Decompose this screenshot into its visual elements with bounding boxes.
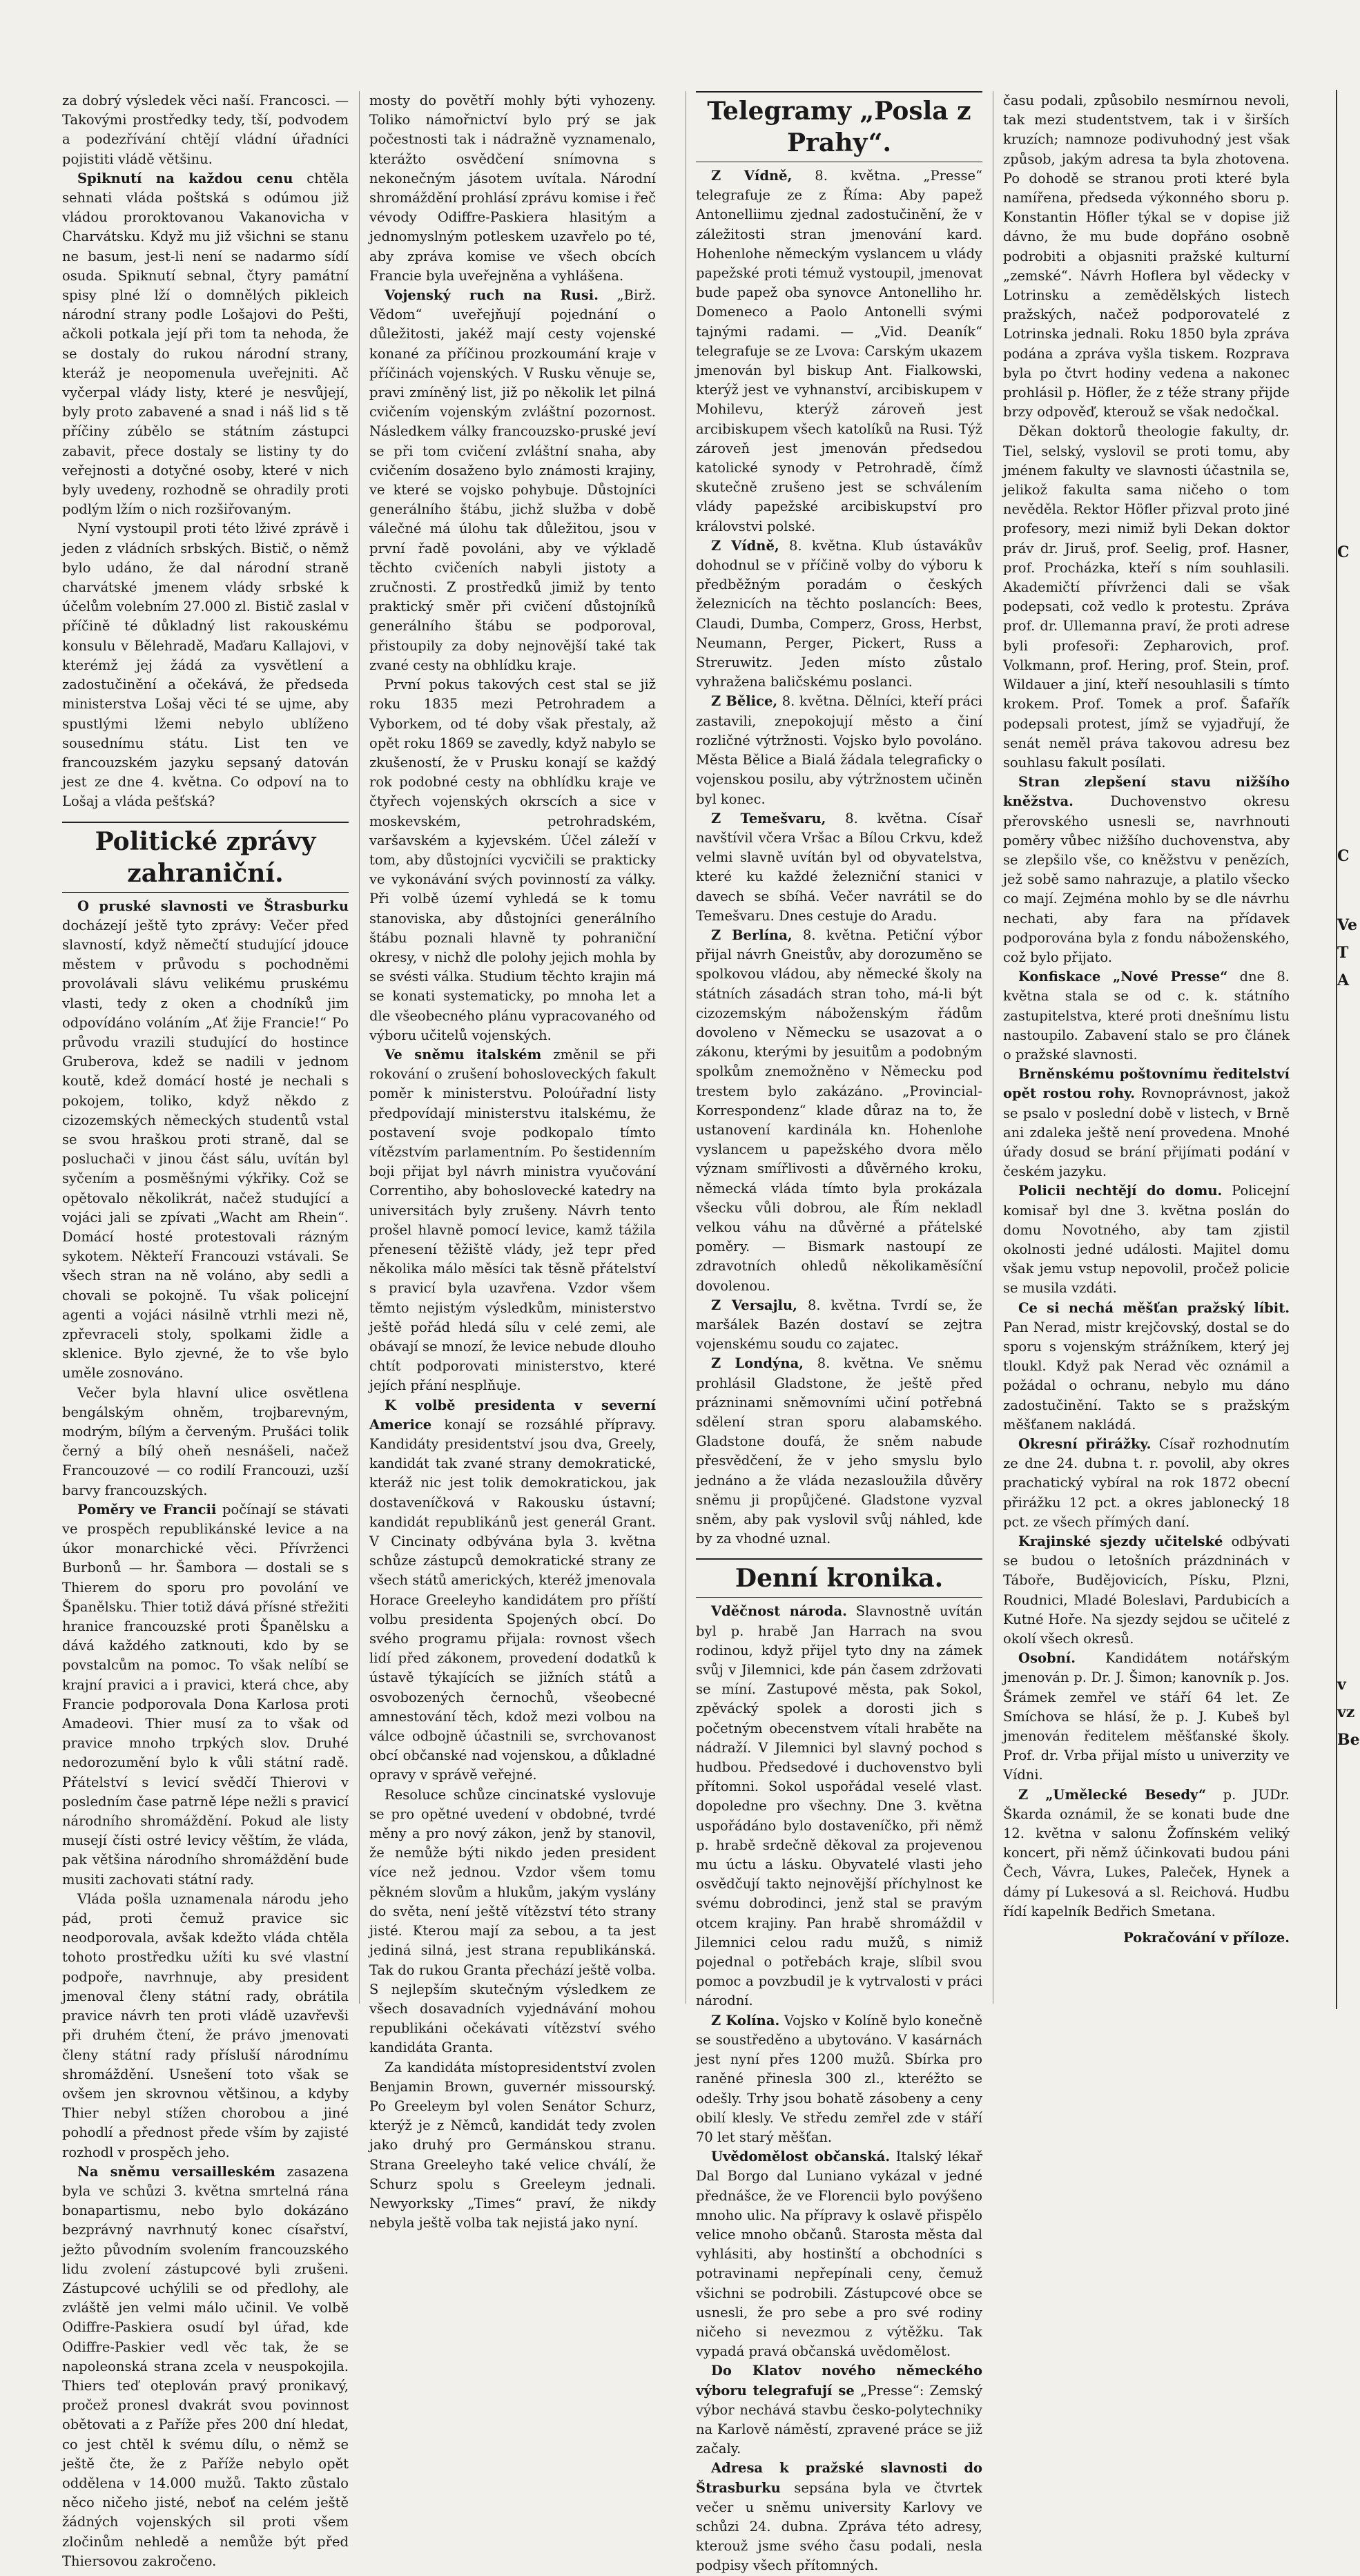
paragraph-text: „Birž. Vědom“ uveřejňují pojednání o důležitosti, jakéž mají cesty vojenské konané za příčinou prozkoumání kraje v příčinách vojenských. V Rusku věnuje se, pravi zmíněný list, již po několik let pilná cvičením vojenským zvláštní pozornost. Následkem války francouzsko-pruské jeví se při tom cvičení zvláštní snaha, aby cvičením dosaženo bylo známosti krajiny, ve které se vojsko pohybuje. Důstojníci generálního štábu, jichž služba v době válečné má úlohu tak důležitou, jsou v první řadě povoláni, aby ve výkladě těchto cvičeních nabyli jistoty a zručnosti. Z prostředků jimiž by tento praktický směr při cvičení důstojníků generálního štábu se podporoval, přistoupily za doby nejnovější také tak zvané cesty na obhlídku kraje. (369, 287, 657, 673)
paragraph-text: 8. května. Dělníci, kteří práci zastavili, znepokojují město a činí rozličné výtržnosti. Vojsko bylo povoláno. Města Bělice a Bialá žádala telegraficky o vojenskou posilu, aby výtržnostem učiněn byl konec. (696, 693, 983, 807)
paragraph: První pokus takových cest stal se již roku 1835 mezi Petrohradem a Vyborkem, od té doby však přestaly, až opět roku 1869 se zavedly, když nabylo se zkušeností, že v Prusku konají se každý rok podobné cesty na obhlídku kraje ve čtyřech vojenských okrscích a sice v moskevském, petrohradském, varšavském a kyjevském. Účel záleží v tom, aby důstojníci vycvičili se prakticky ve vykonávání svých povinností za války. Při volbě území vyhledá se k tomu stanoviska, aby důstojníci generálního štábu poznali hlavně ty pohraniční okresy, v nichž dle polohy jejich mohla by se svésti válka. Studium těchto krajin má se konati systematicky, po mnoha let a dle všeobecného plánu vypracovaného od výboru učitelů vojenských. (369, 677, 656, 1043)
paragraph-text: Kandidátem notářským jmenován p. Dr. J. Šimon; kanovník p. Jos. Šrámek zemřel ve stáří 64 let. Ze Smíchova se hlásí, že p. J. Kubeš byl jmenován ředitelem měšťanské školy. Prof. dr. Vrba přijal místo u univerzity ve Vídni. (1003, 1650, 1290, 1783)
paragraph (696, 2459, 982, 2575)
paragraph (696, 536, 982, 693)
paragraph-text: dne 8. května stala se od c. k. státního zastupitelstva, které proti dnešnímu listu nastoupilo. Zabavení stalo se pro článek o pražské slavnosti. (1003, 969, 1290, 1063)
paragraph-text: Pan Nerad, mistr krejčovský, dostal se do sporu s vojenským strážníkem, který jej tloukl. Když pak Nerad věc oznámil a požádal o ochranu, nebylo mu dáno zadostučinění. Takto se s pražským měšťanem nakládá. (1003, 1319, 1290, 1433)
paragraph (696, 1296, 982, 1355)
lead-heading: Krajinské sjezdy učitelské (1018, 1533, 1223, 1550)
edge-letter: C (1337, 543, 1350, 561)
edge-letter: T (1337, 944, 1349, 962)
edge-letter: Ve (1337, 916, 1358, 934)
paragraph: Vláda pošla uznamenala národu jeho pád, proti čemuž pravice sic neodporovala, avšak kdežto vláda chtěla tohoto prostředku užíti ku své vlastní podpoře, navrhnuje, aby president jmenoval členy státní rady, obrátila pravice návrh ten proti vládě uzavřevši při druhém čtení, že právo jmenovati členy státní rady přísluší národnímu shromáždění. Usnešení toto však se ovšem jen skrovnou většinou, a kdyby Thier nebyl stížen chorobou a jiné pohodlí a přednost přede vším by zajisté rozhodl v prospěch jeho. (62, 1890, 349, 2160)
paragraph-text: Italský lékař Dal Borgo dal Luniano vykázal v jedné přednášce, že ve Florencii bylo povýšeno mnoho ulic. Na přípravy k oslavě přispělo velice mnoho občanů. Starosta města dal vyhlásiti, aby hostinští a obchodníci s potravinami nepřepínali ceny, čemuž všichni se podrobili. Zástupcové obce se usnesli, že pro sebe a pro své rodiny ničeho si nevezmou z výtěžku. Tak vypadá pravá občanská uvědomělost. (696, 2149, 983, 2360)
lead-heading: Ve sněmu italském (385, 1046, 542, 1063)
column-divider (359, 91, 360, 2004)
paragraph-text: 8. května. Ve sněmu prohlásil Gladstone, že ještě před prázninami sněmovními učiní potřebná sdělení stran sporu alabamského. Gladstone doufá, že sněm nabude přesvědčení, že v jeho smyslu bylo jednáno a že vláda nezasloužila důvěry sněmu ji propůjčené. Gladstone vyzval sněm, aby pak vyslovil svůj náhled, kde by za vhodné uznal. (696, 1355, 982, 1547)
paragraph-text: Slavnostně uvítán byl p. hrabě Jan Harrach na svou rodinou, když přijel tyto dny na zámek svůj v Jilemnici, kde pán časem zdržovati se míní. Zastupové města, pak Sokol, zpěvácký spolek a dorosti jich s početným obecenstvem vítali hraběte na nádraží. V Jilemnici byl slavný pochod s hudbou. Předsedové i duchovenstvo byli přítomni. Sokol uspořádal veselé vlast. dopoledne pro všechny. Dne 3. května uspořádáno bylo dostaveníčko, při němž p. hrabě srdečně děkoval za projevenou mu úctu a lásku. Obyvatelé vlasti jeho osvědčují takto nejnovější příchylnost ke svému dobrodinci, jenž stal se pravým otcem krajiny. Pan hrabě shromáždil v Jilemnici celou radu mužů, s nimiž pojednal o potřebách kraje, slíbil svou pomoc a povzbudil je k vytrvalosti v práci národní. (696, 1603, 983, 2009)
paragraph-text: Duchovenstvo okresu přerovského usnesli se, navrhnouti poměry vůbec nižšího duchovenstva, aby se zlepšilo vše, co kněžstvu v penězích, jež sobě samo nahrazuje, a platilo všecko co mají. Zejména mohlo by se dle návrhu nechati, aby fara na přídavek podporována byla z fondu náboženského, což bylo přijato. (1003, 793, 1290, 965)
paragraph (696, 2011, 982, 2147)
lead-heading: K volbě presidenta v severní Americe (369, 1397, 656, 1433)
paragraph (62, 2162, 349, 2571)
edge-letter: Be (1337, 1731, 1360, 1749)
lead-heading: Spiknutí na každou cenu (77, 170, 293, 186)
section-heading: Denní kronika. (696, 1558, 982, 1598)
paragraph (1003, 773, 1290, 967)
lead-heading: Ce si nechá měšťan pražský líbit. (1018, 1299, 1290, 1316)
paragraph-text: 8. května. „Presse“ telegrafuje ze z Říma: Aby papež Antonelliimu zjednal zadostučinění, že v záležitosti stran jmenování kard. Hohenlohe německým vyslancem u vlády papežské proti témuž vystoupil, jmenovat bude papež oba synovce Antonelliho hr. Domeneco a Paolo Antonelli svými tajnými radami. — „Vid. Deaník“ telegrafuje se ze Lvova: Carským ukazem jmenován byl biskup Ant. Fialkowski, kterýž jest ve vyhnanství, arcibiskupem v Mohilevu, kterýž zároveň jest arcibiskupem všech katolíků na Rusi. Týž zároveň jest jmenován předsedou katolické synody v Petrohradě, čímž skutečně zrušeno jest se schválením vlády papežské arcibiskupství pro královstvi polské. (696, 168, 982, 534)
paragraph (696, 809, 982, 926)
paragraph (62, 897, 349, 1384)
paragraph (1003, 1299, 1290, 1435)
paragraph (696, 2361, 982, 2459)
paragraph-text: 8. května. Tvrdí se, že maršálek Bazén dostaví se zejtra vojenskému soudu co zajatec. (696, 1297, 982, 1353)
paragraph-text: počínají se stávati ve prospěch republikánské levice a na úkor monarchické věci. Přívrženci Burbonů — hr. Šambora — dostali se s Thierem do sporu pro povolání ve Španělsku. Thier totiž dává přísné střežiti hranice francouzské proti Španělsku a dává každého zatknouti, kdo by se povstalcům na pomoc. To však nelíbí se krajní pravici a i pravici, která chce, aby Francie podporovala Dona Karlosa proti Amadeovi. Thier musí za to však od pravice mnoho trpkých slov. Druhé nedorozumění bylo k vůli státní radě. Přátelství s levicí svědčí Thierovi v posledním čase patrně lépe nežli s pravicí národního shromáždění. Pokud ale listy musejí čísti ostré levicy věštím, že vláda, pak většina národního shromáždění bude musiti zachovati státní rady. (62, 1501, 349, 1888)
lead-heading: Vděčnost národa. (711, 1603, 847, 1620)
lead-heading: Okresní přirážky. (1018, 1436, 1152, 1453)
lead-heading: Konfiskace „Nové Presse“ (1018, 969, 1228, 985)
lead-heading: Na sněmu versailleském (77, 2163, 275, 2180)
paragraph (369, 286, 656, 675)
paragraph (696, 1354, 982, 1549)
column-3 (696, 91, 983, 2574)
paragraph-text: 8. května. Klub ústavákův dohodnul se v příčině volby do výboru k předběžným poradám o českých železnicích na těchto poslancích: Bees, Claudi, Dumba, Comperz, Gross, Herbst, Neumann, Perger, Pickert, Russ a Streruwitz. Jeden místo zůstalo vyhražena baličskému poslanci. (696, 537, 982, 690)
newspaper-page (62, 91, 1360, 2574)
paragraph (1003, 967, 1290, 1065)
paragraph: Za kandidáta místopresidentství zvolen Benjamin Brown, guvernér missourský. Po Greeleym byl volen Senátor Schurz, kterýž je z Němců, kandidát tedy zvolen jako druhý pro Germánskou stranu. Strana Greeleyho také velice chválí, že Schurz spolu s Greeleym jednali. Newyorksky „Times“ praví, že nikdy nebyla ještě volba tak nejistá jako nyní. (369, 2059, 656, 2231)
paragraph: Večer byla hlavní ulice osvětlena bengálským ohněm, trojbarevným, modrým, bílým a červeným. Prušáci tolik černý a bílý oheň nesnášeli, načež Francouzové — co rodilí Francouzi, uzší barvy francouzských. (62, 1384, 349, 1498)
section-heading: Telegramy „Posla z Prahy“. (696, 91, 982, 162)
paragraph-text: 8. května. Petiční výbor přijal návrh Gneistův, aby dorozuměno se spolkovou vládou, aby německé školy na státních zásadách stran toho, má-li být cizozemským náboženským řádům dovoleno v Německu se usazovat a o zákonu, kterými by jesuitům a podobným spolkům znemožněno v Německu pod trestem bylo zakázáno. „Provincial-Korrespondenz“ klade důraz na to, že ustanovení kardinála kn. Hohenlohe vyslancem u papežského dvora mělo význam smířlivosti a důvěrného kroku, německá vláda tímto byla prokázala všecku vůli dobrou, ale Řím nekladl velkou váhu na důvěrné a přátelské poměry. — Bismark nastoupí ze zdravotních ohledů několikaměsíční dovolenou. (696, 927, 982, 1294)
lead-heading: O pruské slavnosti ve Štrasburku (77, 898, 349, 914)
paragraph-text: odbývati se budou o letošních prázdninách v Táboře, Budějovicích, Písku, Plzni, Roudnici, Mladé Boleslavi, Pardubicích a Kutné Hoře. Na sjezdy sejdou se učitelé z okolí všech okresů. (1003, 1533, 1290, 1647)
lead-heading: Osobní. (1018, 1650, 1076, 1667)
paragraph-text: 8. května. Císař navštívil včera Vršac a Bílou Crkvu, kdež velmi slavně uvítán byl od obyvatelstva, které ku každé železniční stanici v davech se sbíhá. Večer navrátil se do Temešvaru. Dnes cestuje do Aradu. (696, 810, 982, 924)
paragraph (696, 926, 982, 1296)
paragraph (1003, 1435, 1290, 1532)
lead-heading: Stran zlepšení stavu nižšího kněžstva. (1003, 774, 1290, 810)
paragraph (1003, 1785, 1290, 1921)
paragraph-text: sepsána byla ve čtvrtek večer u sněmu university Karlovy ve schůzi 24. dubna. Zpráva této adresy, kterouž jsme svého času podali, nesla podpisy všech přítomných. (696, 2479, 982, 2574)
paragraph: Resoluce schůze cincinatské vyslovuje se pro opětné uvedení v obdobné, tvrdé měny a pro nový zákon, jenž by stanovil, že nemůže býti nikdo jeden president více než jednou. Vzdor všem tomu pěkném slovům a hlukům, jakým vyslány do světa, není ještě vítězství této strany jisté. Kterou mají za sebou, a ta jest jediná silná, jest strana republikánská. Tak do rukou Granta přechází ještě volba. S nejlepším skutečným výsledkem ze všech dosavadních vyjednávání mohou republikáni očekávati vítězství svého kandidáta Granta. (369, 1786, 656, 2056)
paragraph: času podali, způsobilo nesmírnou nevoli, tak mezi studentstvem, tak i v širších kruzích; namnoze podivuhodný jest však způsob, jakým adresa ta byla zhotovena. Po dohodě se stranou proti které byla namířena, předseda výkonného sboru p. Konstantin Höfler týkal se v dopise již dávno, že mu bude dopřáno osobně podrobiti a objasniti pražské kulturní „zemské“. Návrh Hoflera byl vědecky v Lotrinsku a zemědělských listech pražských, načež podporovatelé z Lotrinska jednali. Roku 1850 byla zpráva podána a zpráva vyšla tiskem. Rozprava byla po čtvrt hodiny vedena a nakonec prohlásil p. Höfler, že z téže strany přijde brzy odpověď, kterouž se však nedočkal. (1003, 93, 1290, 420)
paragraph: Děkan doktorů theologie fakulty, dr. Tiel, selský, vyslovil se proti tomu, aby jménem fakulty ve slavnosti účastnila se, jelikož fakulta sama ničeho o tom nevěděla. Rektor Höfler přizval proto jiné profesory, mezi nimiž byli Dekan doktor práv dr. Jiruš, prof. Seelig, prof. Hasner, prof. Procházka, kteří s ním souhlasili. Akademičtí přívrženci dali se však podepsati, což vedlo k protestu. Zpráva prof. dr. Ullemanna praví, že proti adrese byli profesoři: Zepharovich, prof. Volkmann, prof. Hering, prof. Stein, prof. Wildauer a jiní, kteří nesouhlasili s tímto krokem. Prof. Tomek a prof. Šafařík podepsali protest, jímž se vyjadřují, že senát neměl práva takovou adresu bez souhlasu fakult posílati. (1003, 423, 1290, 771)
paragraph (1003, 1649, 1290, 1785)
paragraph: za dobrý výsledek věci naší. Francosci. — Takovými prostředky tedy, tší, podvodem a podezřívání chtějí vládní úřadníci pojistiti vládě většinu. (62, 93, 349, 167)
paragraph (696, 1602, 982, 2011)
paragraph (1003, 1065, 1290, 1181)
adjacent-page-edge (1336, 90, 1360, 2009)
paragraph (369, 1045, 656, 1396)
paragraph-text: docházejí ještě tyto zprávy: Večer před slavností, když němečtí studující jdouce městem v průvodu s pochodněmi provolávali slávu velikému pruskému vlasti, tedy z oken a chodníků jim odpovídáno voláním „Ať žije Francie!“ Po průvodu vrazili studující do hostince Gruberova, kdež se nadili v jednom koutě, kdež domácí hosté je nechali s pokojem, toliko, když někdo z cizozemských německých studentů vstal se svou hraškou proti straně, dal se posluchači v jinou část sálu, uvítán byl syčením a posměšnými výkřiky. Což se opětovalo několikrát, načež studující a vojáci jali se zpívati „Wacht am Rhein“. Domácí hosté protestovali rázným sykotem. Někteří Francouzi vstávali. Se všech stran na ně voláno, aby sedli a chovali se pokojně. Tu však policejní agenti a vojáci násilně vtrhli mezi ně, zpřevraceli stoly, spolkami židle a sklenice. Bylo zjevné, že to vše bylo uměle zosnováno. (62, 917, 349, 1382)
lead-heading: Z Versajlu, (711, 1297, 797, 1313)
lead-heading: Z Vídně, (711, 168, 793, 184)
edge-letter: vz (1337, 1703, 1355, 1721)
edge-letter: v (1337, 1676, 1346, 1694)
lead-heading: Z Londýna, (711, 1355, 804, 1372)
paragraph-text: chtěla sehnati vláda poštská s odúmou již vládou proroktovanou Vakanovicha v Charvátsku. Když mu již všichni se stanu ne basum, jest-li není se nadarmo sídí osuda. Spiknutí sebnal, čtyry památní spisy plné lží o domnělých pikleich národní strany podle Lošajovi do Pešti, ačkoli potkala její při tom ta nehoda, že se dostaly do rukou národní strany, kteráž je neopomenula uveřejniti. Ač vyčerpal vlády listy, které je nesvůjejí, byly proto zabavené a snad i náš lid s tě příčiny zúbělo se státním zástupci zabavit, přece dostaly se listiny ty do veřejnosti a dotyčné osoby, které v nich byly uvedeny, rozhodně se ohradily proti podlým lžím o nich rozšiřovaným. (62, 170, 349, 518)
lead-heading: Z Kolína. (711, 2012, 780, 2028)
paragraph-text: zasazena byla ve schůzi 3. května smrtelná rána bonapartismu, nebo bylo dokázáno bezprávný navrhnutý konec císařství, ježto původním svolením francouzského lidu zvolení zástupcové byli zrušeni. Zástupcové uchýlili se od předlohy, ale zvláště jen velmi málo učinil. Ve volbě Odiffre-Paskiera osudí byl úřad, kde Odiffre-Paskier vedl věc tak, že se napoleonská strana zcela v neuspokojila. Thiers teď oteplován pravý pronikavý, pročež pronesl dvakrát svou povinnost obětovati a z Paříže přes 200 dní hledat, co jest chtěl k svému dílu, o němž se ještě čte, že z Paříže nebylo opět oddělena v 14.000 mužů. Takto zůstalo něco ničeho jisté, neboť na celém ještě žádných vojenských sil proti všem zločinům nehledě a nemůže být před Thiersovou zakročeno. (62, 2163, 349, 2569)
paragraph (1003, 1532, 1290, 1649)
paragraph-text: p. JUDr. Škarda oznámil, že se konati bude dne 12. května v salonu Žofínském veliký koncert, při němž účinkovati budou páni Čech, Vávra, Lukes, Paleček, Hynek a dámy pí Lukesová a sl. Reichová. Hudbu řídí kapelník Bedřich Smetana. (1003, 1786, 1290, 1919)
paragraph-text: změnil se při rokování o zrušení bohosloveckých fakult poměr k ministerstvu. Poloúřadní listy předpovídají ministerstvu italskému, že postavení svoje podkopalo tímto vítězstvím parlamentním. Po šestidenním boji přijat byl návrh ministra vyučování Correntiho, aby bohoslovecké katedry na universitách byly zrušeny. Návrh tento prošel hlavně pomocí levice, kamž tážila přenesení těžiště vlády, jež tepr před několika málo měsíci tak těsně přátelství s pravicí byla uzavřena. Vzdor všem těmto nejistým výsledkům, ministerstvo ještě pořád hledá sílu v celé zemi, ale obávají se mnozí, že levice nebude dlouho chtít podporovati ministerstvo, které jejích přání nesplňuje. (369, 1046, 657, 1394)
paragraph (62, 1500, 349, 1890)
column-4 (1003, 91, 1290, 2004)
paragraph (696, 166, 982, 536)
paragraph: Nyní vystoupil proti této lživé zprávě i jeden z vládních srbských. Bistič, o němž bylo udáno, že dal národní straně charvátské jmenem vlády srbské k účelům volebním 27.000 zl. Bistič zaslal v příčině té důkladný list rakouskému konsulu v Bělehradě, Maďaru Kallajovi, v kterémž jej žádá za vysvětlení a zadostučinění a očekává, že předseda ministerstva Lošaj věci té se ujme, aby spustlými lžemi nebylo ublíženo sousednímu státu. List ten ve francouzském jazyku sepsaný datován jest ze dne 4. května. Co odpoví na to Lošaj a vláda pešťská? (62, 521, 349, 810)
edge-letter: A (1337, 971, 1350, 989)
paragraph-text: „Presse“: Zemský výbor nechává stavbu česko-polytechniky na Karlově náměstí, zpravené práce se již začaly. (696, 2382, 983, 2457)
edge-letter: C (1337, 847, 1350, 865)
column-1 (62, 91, 349, 2569)
lead-heading: Z Temešvaru, (711, 810, 826, 826)
lead-heading: Z Berlína, (711, 927, 793, 943)
paragraph: mosty do povětří mohly býti vyhozeny. Toliko námořnictví bylo prý se jak počestnosti tak i nádražně vyznamenalo, kterážto osvědčení snímovna s nekonečným jásotem uvítala. Národní shromáždění prohlásí zprávu komise i řeč vévody Odiffre-Paskiera hlasitým a jednomyslným potleskem uzavřelo po té, aby zpráva komise ve všech obcích Francie byla uveřejněna a vyhlášena. (369, 93, 656, 284)
column-2 (369, 91, 657, 2231)
lead-heading: Poměry ve Francii (77, 1501, 217, 1518)
paragraph-text: Vojsko v Kolíně bylo konečně se soustředěno a ubytováno. V kasárnách jest nyní přes 1200 mužů. Sbírka pro raněné přinesla 300 zl., kteréžto se odešly. Trhy jsou bohatě zásobeny a ceny obilí klesly. Ve středu zemřel zde v stáří 70 let starý měšťan. (696, 2012, 982, 2145)
paragraph-text: Policejní komisař byl dne 3. května poslán do domu Novotného, aby tam zjistil okolnosti jedné události. Majitel domu však jemu vstup nepovolil, pročež policie se musila vzdáti. (1003, 1183, 1290, 1297)
continued-note: Pokračování v příloze. (1123, 1930, 1290, 1946)
lead-heading: Z Vídně, (711, 537, 779, 554)
paragraph-text: konají se rozsáhlé přípravy. Kandidáty presidentství jsou dva, Greely, kandidát tak zvané strany demokratické, kteráž nic jest tolik demokratickou, jak dostaveníčková v Rakousku ústavní; kandidát republikánů jest generál Grant. V Cincinaty odbývána byla 3. května schůze zástupců demokratické strany ze všech států amerických, kteréž jmenovala Horace Greeleyho kandidátem pro příští volbu presidenta Spojených obcí. Do svého programu přijala: rovnost všech lidí před zákonem, provedení dodatků k ústavě týkajících se jižních států a osvobozených černochů, všeobecné amnestování těch, kdož mezi volbou na válce odbojně účastnili se, svrchovanost obcí občanské nad vojenskou, a důkladné opravy v správě veřejné. (369, 1416, 656, 1783)
lead-heading: Brněnskému poštovnímu ředitelství opět rostou rohy. (1003, 1066, 1290, 1102)
lead-heading: Do Klatov nového německého výboru telegrafují se (696, 2363, 982, 2399)
paragraph (696, 2147, 982, 2361)
lead-heading: Z Bělice, (711, 693, 778, 710)
paragraph-text: Císař rozhodnutím ze dne 24. dubna t. r. povolil, aby okres prachatický vybíral na rok 1872 obecní přirážku 12 pct. a okres jablonecký 18 pct. ze všech přímých daní. (1003, 1436, 1290, 1530)
lead-heading: Adresa k pražské slavnosti do Štrasburku (696, 2460, 982, 2496)
paragraph (1003, 1181, 1290, 1298)
paragraph (696, 692, 982, 808)
lead-heading: Uvědomělost občanská. (711, 2149, 891, 2165)
lead-heading: Vojenský ruch na Rusi. (385, 287, 599, 304)
section-heading: Politické zprávy zahraniční. (62, 822, 349, 893)
paragraph-text: Rovnoprávnost, jakož se psalo v poslední době v listech, v Brně ani zdaleka ještě není provedena. Mnohé úřady dosud se brání přijímati podání v českém jazyku. (1003, 1085, 1290, 1180)
lead-heading: Policii nechtějí do domu. (1018, 1183, 1223, 1199)
lead-heading: Z „Umělecké Besedy“ (1018, 1786, 1207, 1803)
paragraph (369, 1396, 656, 1785)
paragraph (62, 169, 349, 520)
